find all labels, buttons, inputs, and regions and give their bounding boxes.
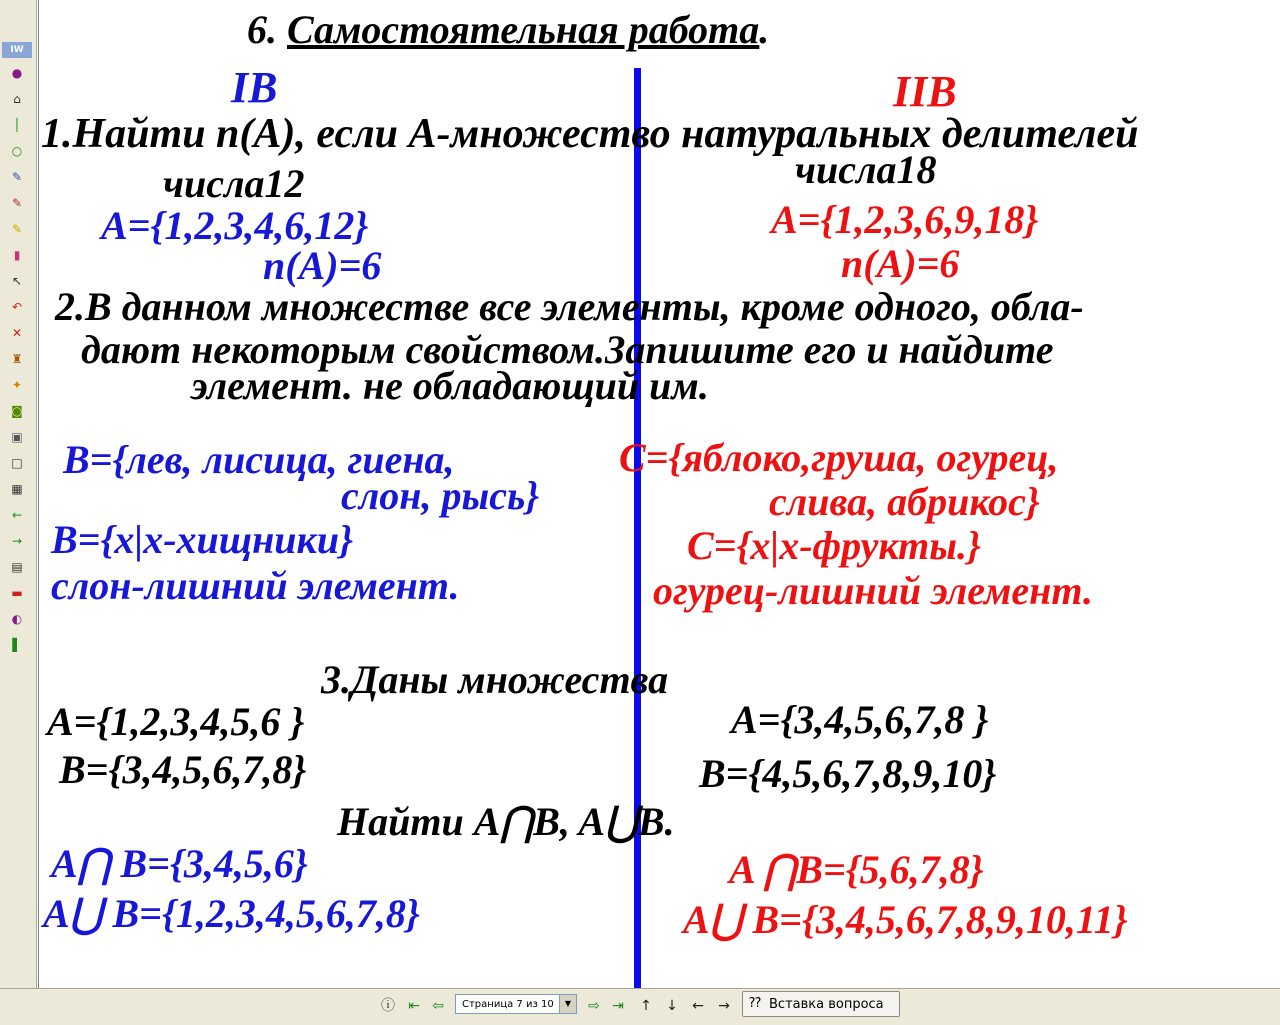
page-select-value: Страница 7 из 10 bbox=[462, 999, 554, 1010]
task1-left-set: A={1,2,3,4,6,12} bbox=[101, 203, 369, 248]
task3-left-set-b: B={3,4,5,6,7,8} bbox=[59, 747, 307, 792]
task1-text: 1.Найти n(A), если A-множество натуральных делителей bbox=[41, 111, 1139, 157]
highlighter-icon[interactable]: ✎ bbox=[11, 222, 23, 236]
page-select[interactable] bbox=[455, 994, 577, 1014]
bottom-navigation-bar bbox=[0, 988, 1280, 1025]
last-page-icon[interactable]: ⇥ bbox=[612, 998, 624, 1014]
arrow-down-icon[interactable]: ↓ bbox=[666, 998, 678, 1014]
task1-right-count: n(A)=6 bbox=[841, 241, 960, 286]
arrow-right-icon[interactable]: → bbox=[718, 998, 730, 1014]
chevron-down-icon[interactable]: ▼ bbox=[559, 995, 576, 1013]
task2-right-answer: огурец-лишний элемент. bbox=[653, 568, 1093, 613]
task1-left-number: числа12 bbox=[163, 161, 305, 206]
task2-right-set-line2: слива, абрикос} bbox=[769, 479, 1040, 524]
undo-icon[interactable]: ↶ bbox=[11, 300, 23, 314]
task1-right-set: A={1,2,3,6,9,18} bbox=[771, 197, 1039, 242]
toolbox-icon[interactable]: ▬ bbox=[11, 586, 23, 600]
stamp-icon[interactable]: ♜ bbox=[11, 352, 23, 366]
task2-left-set-line1: B={лев, лисица, гиена, bbox=[63, 437, 455, 482]
task2-left-rule: B={x|x-хищники} bbox=[51, 517, 353, 562]
task3-right-union: A⋃ B={3,4,5,6,7,8,9,10,11} bbox=[683, 897, 1128, 942]
exit-icon[interactable]: ▌ bbox=[12, 638, 22, 652]
shape-icon[interactable]: ○ bbox=[11, 144, 23, 158]
pen-icon[interactable]: ● bbox=[11, 66, 23, 80]
task3-find: Найти A⋂B, A⋃B. bbox=[337, 799, 675, 844]
settings-icon[interactable]: ◐ bbox=[11, 612, 23, 626]
variant-1-label: IB bbox=[231, 63, 278, 112]
task2-right-rule: C={x|x-фрукты.} bbox=[687, 523, 981, 568]
first-page-icon[interactable]: ⇤ bbox=[408, 998, 420, 1014]
insert-question-label: Вставка вопроса bbox=[769, 997, 884, 1012]
insert-question-button[interactable] bbox=[742, 991, 900, 1017]
pencil-icon[interactable]: ✎ bbox=[11, 170, 23, 184]
magic-pen-icon[interactable]: ✎ bbox=[11, 196, 23, 210]
task2-right-set-line1: C={яблоко,груша, огурец, bbox=[619, 435, 1059, 480]
capture-icon[interactable]: ▣ bbox=[11, 430, 23, 444]
task3-right-set-a: A={3,4,5,6,7,8 } bbox=[731, 697, 989, 742]
forward-icon[interactable]: → bbox=[11, 534, 23, 548]
info-icon[interactable]: ⓘ bbox=[381, 998, 395, 1014]
line-icon[interactable]: │ bbox=[13, 118, 21, 132]
back-icon[interactable]: ← bbox=[11, 508, 23, 522]
task3-title: 3.Даны множества bbox=[321, 657, 669, 702]
next-page-icon[interactable]: ⇨ bbox=[588, 998, 600, 1014]
arrow-up-icon[interactable]: ↑ bbox=[640, 998, 652, 1014]
task3-right-intersection: A ⋂B={5,6,7,8} bbox=[729, 847, 984, 892]
task2-text-line1: 2.В данном множестве все элементы, кроме одного, обла- bbox=[55, 284, 1084, 329]
variant-2-label: IIB bbox=[893, 67, 957, 116]
slide-title-dot: . bbox=[759, 7, 770, 52]
task2-text-line2: дают некоторым свойством.Запишите его и найдите bbox=[81, 327, 1054, 372]
grid-icon[interactable]: ▦ bbox=[11, 482, 23, 496]
previous-page-icon[interactable]: ⇦ bbox=[432, 998, 444, 1014]
slide-title bbox=[247, 6, 769, 53]
slide-title-text: Самостоятельная работа bbox=[287, 7, 760, 52]
camera-icon[interactable]: ◙ bbox=[11, 404, 23, 418]
eraser-icon[interactable]: ▮ bbox=[13, 248, 21, 262]
task2-left-set-line2: слон, рысь} bbox=[341, 473, 540, 518]
task3-left-union: A⋃ B={1,2,3,4,5,6,7,8} bbox=[43, 891, 420, 936]
toolbar-logo: IW bbox=[2, 42, 32, 58]
pointer-icon[interactable]: ↖ bbox=[11, 274, 23, 288]
task2-left-answer: слон-лишний элемент. bbox=[51, 563, 460, 608]
slide-canvas[interactable] bbox=[38, 0, 1280, 988]
task2-text-line3: элемент. не обладающий им. bbox=[191, 363, 709, 408]
question-icon: ⁇ bbox=[749, 996, 761, 1011]
left-toolbar bbox=[0, 0, 37, 1024]
clear-icon[interactable]: ✕ bbox=[11, 326, 23, 340]
column-divider bbox=[634, 68, 641, 988]
task3-right-set-b: B={4,5,6,7,8,9,10} bbox=[699, 751, 997, 796]
task3-left-intersection: A⋂ B={3,4,5,6} bbox=[51, 841, 308, 886]
task3-left-set-a: A={1,2,3,4,5,6 } bbox=[47, 699, 305, 744]
mouse-icon[interactable]: ⌂ bbox=[13, 92, 21, 106]
arrow-left-icon[interactable]: ← bbox=[692, 998, 704, 1014]
task1-right-number: числа18 bbox=[795, 147, 937, 192]
wand-icon[interactable]: ✦ bbox=[11, 378, 23, 392]
slide-title-number: 6. bbox=[247, 7, 287, 52]
keyboard-icon[interactable]: ▤ bbox=[11, 560, 23, 574]
blank-page-icon[interactable]: □ bbox=[11, 456, 23, 470]
task1-left-count: n(A)=6 bbox=[263, 243, 382, 288]
